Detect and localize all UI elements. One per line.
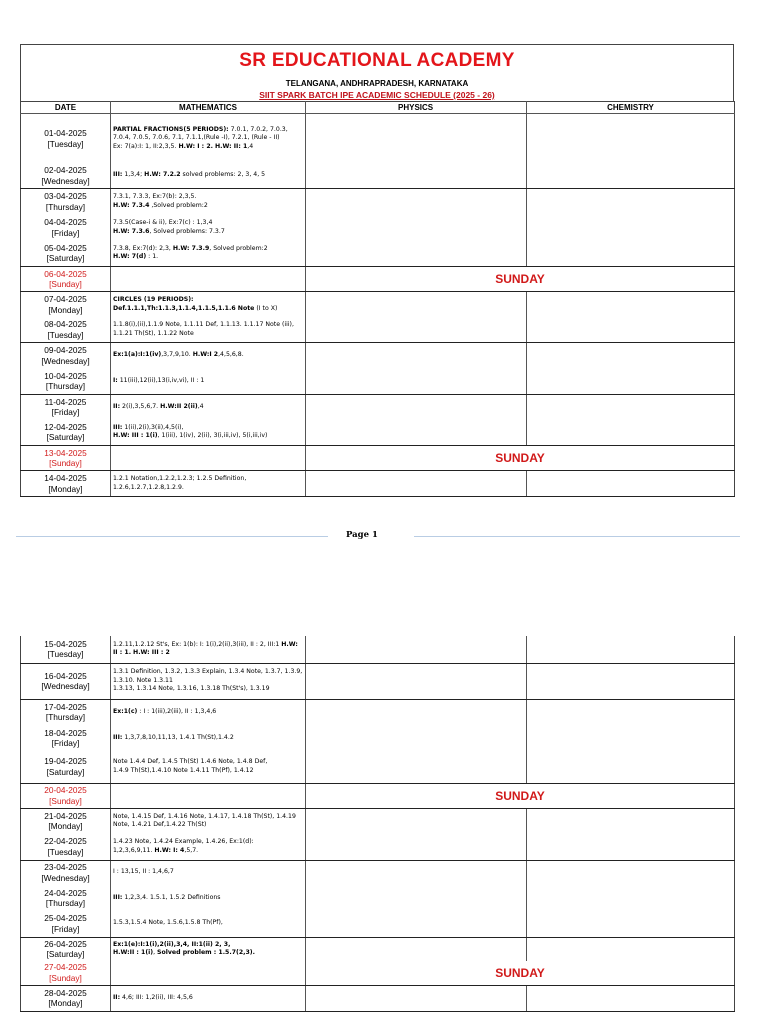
- date-cell: [21, 783, 111, 808]
- chemistry-cell: [527, 395, 735, 420]
- weekday-text: [Sunday]: [49, 795, 82, 806]
- weekday-text: [Saturday]: [46, 432, 85, 443]
- date-cell: [21, 114, 111, 164]
- mathematics-topic-line: PARTIAL FRACTIONS(5 PERIODS): 7.0.1, 7.0.2, 7.0.3, 7.0.4, 7.0.5, 7.0.6, 7.1, 7.1.1,(Rule -I), 7.2.1, (Rule - II): [113, 125, 288, 142]
- mathematics-cell: [111, 808, 306, 834]
- mathematics-topic-line: II: 2(i),3,5,6,7. H.W:II 2(ii),4: [113, 402, 204, 410]
- mathematics-topic-line: I: 11(iii),12(ii),13(i,iv,vi), II : 1: [113, 376, 205, 384]
- chemistry-cell: [527, 937, 735, 961]
- schedule-row: [21, 783, 735, 808]
- chemistry-cell: [527, 189, 735, 215]
- mathematics-topic-line: Ex:1(a):I:1(iv),3,7,9,10. H.W:I 2,4,5,6,8.: [113, 351, 244, 359]
- column-header-row: [21, 102, 735, 114]
- mathematics-topic-line: Def.1.1.1,Th:1.1.3,1.1.4,1.1.5,1.1.6 Note (I to X): [113, 304, 278, 312]
- weekday-text: [Sunday]: [49, 458, 82, 468]
- chemistry-cell: [527, 985, 735, 1011]
- mathematics-topic-line: II: 4,6; III: 1,2(ii), III: 4,5,6: [113, 993, 193, 1001]
- date-text: 15-04-2025: [44, 638, 87, 649]
- weekday-text: [Saturday]: [46, 949, 85, 960]
- mathematics-topic-line: 7.3.8, Ex:7(d): 2,3, H.W: 7.3.9, Solved problem:2: [113, 244, 268, 252]
- date-text: 26-04-2025: [44, 938, 87, 949]
- date-text: 25-04-2025: [44, 913, 87, 924]
- mathematics-cell: [111, 885, 306, 911]
- mathematics-cell: [111, 189, 306, 215]
- chemistry-cell: [527, 663, 735, 699]
- date-cell: [21, 343, 111, 369]
- mathematics-topic-line: 1.4.23 Note, 1.4.24 Example, 1.4.26, Ex:1(d):: [113, 838, 254, 846]
- date-text: 28-04-2025: [44, 987, 87, 998]
- academy-title: SR EDUCATIONAL ACADEMY: [239, 50, 515, 71]
- mathematics-topic-line: Note, 1.4.15 Def, 1.4.16 Note, 1.4.17, 1.4.18 Th(St), 1.4.19 Note, 1.4.21 Def,1.4.22 Th(St): [113, 812, 296, 829]
- chemistry-cell: [527, 808, 735, 834]
- date-text: 06-04-2025: [44, 268, 87, 279]
- mathematics-cell: [111, 446, 306, 471]
- chemistry-cell: [527, 636, 735, 663]
- weekday-text: [Sunday]: [49, 972, 82, 983]
- chemistry-cell: [527, 420, 735, 446]
- date-text: 16-04-2025: [44, 670, 87, 681]
- mathematics-topic-line: 1.1.8(i),(ii),1.1.9 Note, 1.1.11 Def, 1.1.13. 1.1.17 Note (iii), 1.1.21 Th(St), 1.1.22 Note: [113, 321, 294, 337]
- mathematics-topic-line: 7.3.1, 7.3.3, Ex:7(b): 2,3,5.: [113, 193, 197, 201]
- mathematics-cell: [111, 937, 306, 961]
- weekday-text: [Monday]: [48, 821, 83, 832]
- physics-cell: [306, 725, 527, 751]
- physics-cell: [306, 215, 527, 241]
- date-cell: [21, 471, 111, 497]
- schedule-page-1: [20, 44, 734, 497]
- sunday-label: SUNDAY: [306, 783, 735, 808]
- schedule-row: [21, 369, 735, 395]
- physics-cell: [306, 985, 527, 1011]
- date-text: 03-04-2025: [44, 191, 87, 202]
- weekday-text: [Tuesday]: [47, 649, 84, 660]
- date-text: 22-04-2025: [44, 836, 87, 847]
- date-cell: [21, 318, 111, 343]
- date-text: 24-04-2025: [44, 887, 87, 898]
- physics-cell: [306, 834, 527, 860]
- date-cell: [21, 911, 111, 937]
- chemistry-cell: [527, 292, 735, 318]
- schedule-row: [21, 471, 735, 497]
- date-cell: [21, 885, 111, 911]
- mathematics-topic-line: H.W: III : 1(i), 1(iii), 1(iv), 2(ii), 3(i,iii,iv), 5(i,iii,iv): [113, 432, 268, 440]
- header-block: [20, 44, 734, 101]
- schedule-row: [21, 343, 735, 369]
- chemistry-cell: [527, 114, 735, 164]
- chemistry-cell: [527, 164, 735, 189]
- weekday-text: [Friday]: [51, 923, 80, 934]
- date-text: 21-04-2025: [44, 810, 87, 821]
- schedule-row: [21, 446, 735, 471]
- physics-cell: [306, 699, 527, 725]
- mathematics-cell: [111, 395, 306, 420]
- date-text: 05-04-2025: [44, 242, 87, 253]
- page-number: Page 1: [346, 530, 378, 540]
- mathematics-topic-line: Ex:1(c) : I : 1(iii),2(iii), II : 1,3,4,6: [113, 707, 217, 715]
- column-header-chemistry: CHEMISTRY: [527, 102, 735, 114]
- weekday-text: [Saturday]: [46, 766, 85, 777]
- weekday-text: [Tuesday]: [47, 329, 84, 340]
- mathematics-topic-line: H.W:II : 1(i), Solved problem : 1.5.7(2,3).: [113, 949, 255, 957]
- mathematics-topic-line: CIRCLES (19 PERIODS):: [113, 296, 194, 304]
- physics-cell: [306, 885, 527, 911]
- mathematics-cell: [111, 834, 306, 860]
- date-cell: [21, 395, 111, 420]
- mathematics-cell: [111, 164, 306, 189]
- mathematics-topic-line: 7.3.5(Case-i & ii), Ex:7(c) : 1,3,4: [113, 218, 213, 226]
- physics-cell: [306, 292, 527, 318]
- chemistry-cell: [527, 699, 735, 725]
- date-cell: [21, 663, 111, 699]
- schedule-table-page-2: [20, 636, 735, 1012]
- chemistry-cell: [527, 751, 735, 783]
- chemistry-cell: [527, 215, 735, 241]
- schedule-row: [21, 636, 735, 663]
- schedule-row: [21, 911, 735, 937]
- physics-cell: [306, 114, 527, 164]
- date-cell: [21, 834, 111, 860]
- date-cell: [21, 985, 111, 1011]
- schedule-row: [21, 751, 735, 783]
- weekday-text: [Monday]: [48, 304, 83, 315]
- date-text: 10-04-2025: [44, 370, 87, 381]
- date-cell: [21, 369, 111, 395]
- weekday-text: [Wednesday]: [41, 872, 90, 883]
- chemistry-cell: [527, 471, 735, 497]
- schedule-row: [21, 885, 735, 911]
- mathematics-topic-line: 1.3.13, 1.3.14 Note, 1.3.16, 1.3.18 Th(St's), 1.3.19: [113, 685, 270, 693]
- schedule-row: [21, 834, 735, 860]
- mathematics-topic-line: 1,2,3,6,9,11. H.W: I: 4,5,7.: [113, 846, 199, 854]
- date-text: 20-04-2025: [44, 785, 87, 795]
- date-cell: [21, 446, 111, 471]
- schedule-row: [21, 114, 735, 164]
- date-text: 12-04-2025: [44, 421, 87, 432]
- schedule-page-2: [20, 636, 734, 1012]
- weekday-text: [Wednesday]: [41, 681, 90, 691]
- chemistry-cell: [527, 834, 735, 860]
- weekday-text: [Friday]: [51, 227, 80, 238]
- schedule-row: [21, 985, 735, 1011]
- mathematics-topic-line: 1.4.9 Th(St),1.4.10 Note 1.4.11 Th(Pf), 1.4.12: [113, 766, 254, 774]
- weekday-text: [Friday]: [51, 738, 80, 748]
- schedule-row: [21, 215, 735, 241]
- mathematics-cell: [111, 420, 306, 446]
- chemistry-cell: [527, 343, 735, 369]
- mathematics-cell: [111, 985, 306, 1011]
- date-cell: [21, 808, 111, 834]
- physics-cell: [306, 937, 527, 961]
- schedule-row: [21, 860, 735, 885]
- physics-cell: [306, 663, 527, 699]
- physics-cell: [306, 241, 527, 267]
- physics-cell: [306, 420, 527, 446]
- weekday-text: [Wednesday]: [41, 355, 90, 366]
- date-cell: [21, 241, 111, 267]
- physics-cell: [306, 343, 527, 369]
- chemistry-cell: [527, 369, 735, 395]
- mathematics-cell: [111, 267, 306, 292]
- weekday-text: [Thursday]: [45, 898, 86, 908]
- date-text: 19-04-2025: [44, 756, 87, 767]
- schedule-row: [21, 395, 735, 420]
- mathematics-topic-line: H.W: 7.3.6, Solved problems: 7.3.7: [113, 227, 225, 235]
- mathematics-topic-line: 1.2.1 Notation,1.2.2,1.2.3; 1.2.5 Definition, 1.2.6,1.2.7,1.2.8,1.2.9.: [113, 474, 247, 491]
- date-text: 13-04-2025: [44, 447, 87, 458]
- schedule-row: [21, 961, 735, 985]
- schedule-row: [21, 699, 735, 725]
- chemistry-cell: [527, 911, 735, 937]
- mathematics-cell: [111, 751, 306, 783]
- schedule-row: [21, 292, 735, 318]
- mathematics-topic-line: Ex: 7(a):I: 1, II:2,3,5. H.W: I : 2. H.W: II: 1,4: [113, 143, 254, 151]
- footer-rule-left: [16, 536, 328, 537]
- date-cell: [21, 636, 111, 663]
- weekday-text: [Thursday]: [45, 712, 86, 723]
- physics-cell: [306, 395, 527, 420]
- weekday-text: [Saturday]: [46, 253, 85, 264]
- mathematics-topic-line: III: 1,2,3,4. 1.5.1, 1.5.2 Definitions: [113, 893, 221, 901]
- date-text: 09-04-2025: [44, 345, 87, 356]
- chemistry-cell: [527, 860, 735, 885]
- date-cell: [21, 961, 111, 985]
- weekday-text: [Monday]: [48, 483, 83, 494]
- mathematics-topic-line: III: 1,3,7,8,10,11,13, 1.4.1 Th(St),1.4.2: [113, 733, 234, 741]
- page-footer: [0, 528, 768, 544]
- date-text: 04-04-2025: [44, 217, 87, 227]
- mathematics-topic-line: III: 1,3,4; H.W: 7.2.2 solved problems: 2, 3, 4, 5: [113, 171, 266, 179]
- chemistry-cell: [527, 318, 735, 343]
- date-cell: [21, 292, 111, 318]
- date-text: 27-04-2025: [44, 962, 87, 973]
- weekday-text: [Thursday]: [45, 381, 86, 392]
- schedule-row: [21, 808, 735, 834]
- date-cell: [21, 267, 111, 292]
- mathematics-topic-line: Note 1.4.4 Def, 1.4.5 Th(St) 1.4.6 Note, 1.4.8 Def,: [113, 758, 268, 766]
- mathematics-cell: [111, 699, 306, 725]
- physics-cell: [306, 636, 527, 663]
- weekday-text: [Friday]: [51, 407, 80, 418]
- schedule-row: [21, 164, 735, 189]
- date-cell: [21, 751, 111, 783]
- schedule-row: [21, 420, 735, 446]
- date-cell: [21, 420, 111, 446]
- physics-cell: [306, 471, 527, 497]
- column-header-date: DATE: [21, 102, 111, 114]
- date-text: 14-04-2025: [44, 473, 87, 483]
- date-cell: [21, 189, 111, 215]
- schedule-row: [21, 267, 735, 292]
- mathematics-cell: [111, 911, 306, 937]
- sunday-label: SUNDAY: [306, 267, 735, 292]
- mathematics-topic-line: H.W: 7.3.4 ,Solved problem:2: [113, 201, 208, 209]
- mathematics-cell: [111, 241, 306, 267]
- chemistry-cell: [527, 241, 735, 267]
- date-text: 08-04-2025: [44, 319, 87, 330]
- sunday-label: SUNDAY: [306, 961, 735, 985]
- weekday-text: [Monday]: [48, 998, 83, 1008]
- date-text: 11-04-2025: [44, 396, 87, 407]
- date-text: 01-04-2025: [44, 128, 87, 139]
- mathematics-topic-line: Ex:1(e):I:1(i),2(ii),3,4, II:1(ii) 2, 3,: [113, 940, 231, 948]
- mathematics-cell: [111, 471, 306, 497]
- physics-cell: [306, 911, 527, 937]
- schedule-row: [21, 725, 735, 751]
- date-text: 23-04-2025: [44, 862, 87, 873]
- schedule-row: [21, 189, 735, 215]
- mathematics-topic-line: 1.2.11,1.2.12 St's, Ex: 1(b): I: 1(i),2(ii),3(iii), II : 2, III:1 H.W: II : 1. H.W: III : 2: [113, 640, 298, 657]
- mathematics-cell: [111, 663, 306, 699]
- mathematics-cell: [111, 725, 306, 751]
- column-header-physics: PHYSICS: [306, 102, 527, 114]
- weekday-text: [Tuesday]: [47, 846, 84, 857]
- footer-rule-right: [414, 536, 740, 537]
- date-cell: [21, 699, 111, 725]
- date-cell: [21, 725, 111, 751]
- date-cell: [21, 860, 111, 885]
- physics-cell: [306, 808, 527, 834]
- physics-cell: [306, 369, 527, 395]
- physics-cell: [306, 318, 527, 343]
- weekday-text: [Wednesday]: [41, 175, 90, 186]
- mathematics-cell: [111, 318, 306, 343]
- date-cell: [21, 215, 111, 241]
- date-cell: [21, 937, 111, 961]
- schedule-row: [21, 937, 735, 961]
- schedule-row: [21, 663, 735, 699]
- date-text: 17-04-2025: [44, 701, 87, 712]
- mathematics-cell: [111, 114, 306, 164]
- physics-cell: [306, 860, 527, 885]
- schedule-title: SIIT SPARK BATCH IPE ACADEMIC SCHEDULE (2025 - 26): [259, 90, 495, 100]
- states-subtitle: TELANGANA, ANDHRAPRADESH, KARNATAKA: [285, 79, 469, 88]
- mathematics-topic-line: H.W: 7(d) : 1.: [113, 253, 159, 261]
- date-text: 02-04-2025: [44, 165, 87, 176]
- mathematics-cell: [111, 292, 306, 318]
- mathematics-cell: [111, 961, 306, 985]
- date-text: 07-04-2025: [44, 294, 87, 305]
- weekday-text: [Tuesday]: [47, 138, 84, 149]
- schedule-row: [21, 318, 735, 343]
- date-cell: [21, 164, 111, 189]
- physics-cell: [306, 751, 527, 783]
- mathematics-cell: [111, 343, 306, 369]
- mathematics-topic-line: III: 1(ii),2(i),3(ii),4,5(i),: [113, 423, 184, 431]
- weekday-text: [Thursday]: [45, 201, 86, 212]
- column-header-math: MATHEMATICS: [111, 102, 306, 114]
- chemistry-cell: [527, 885, 735, 911]
- mathematics-cell: [111, 636, 306, 663]
- chemistry-cell: [527, 725, 735, 751]
- mathematics-topic-line: 1.5.3,1.5.4 Note, 1.5.6,1.5.8 Th(Pf),: [113, 919, 223, 927]
- weekday-text: [Sunday]: [49, 279, 82, 289]
- mathematics-topic-line: 1.3.1 Definition, 1.3.2, 1.3.3 Explain, 1.3.4 Note, 1.3.7, 1.3.9, 1.3.10. Note 1.3.11: [113, 668, 303, 684]
- schedule-table-page-1: [20, 101, 735, 497]
- mathematics-cell: [111, 215, 306, 241]
- schedule-row: [21, 241, 735, 267]
- physics-cell: [306, 189, 527, 215]
- physics-cell: [306, 164, 527, 189]
- mathematics-cell: [111, 783, 306, 808]
- date-text: 18-04-2025: [44, 727, 87, 738]
- sunday-label: SUNDAY: [306, 446, 735, 471]
- mathematics-topic-line: I : 13,15, II : 1,4,6,7: [113, 868, 174, 876]
- mathematics-cell: [111, 860, 306, 885]
- mathematics-cell: [111, 369, 306, 395]
